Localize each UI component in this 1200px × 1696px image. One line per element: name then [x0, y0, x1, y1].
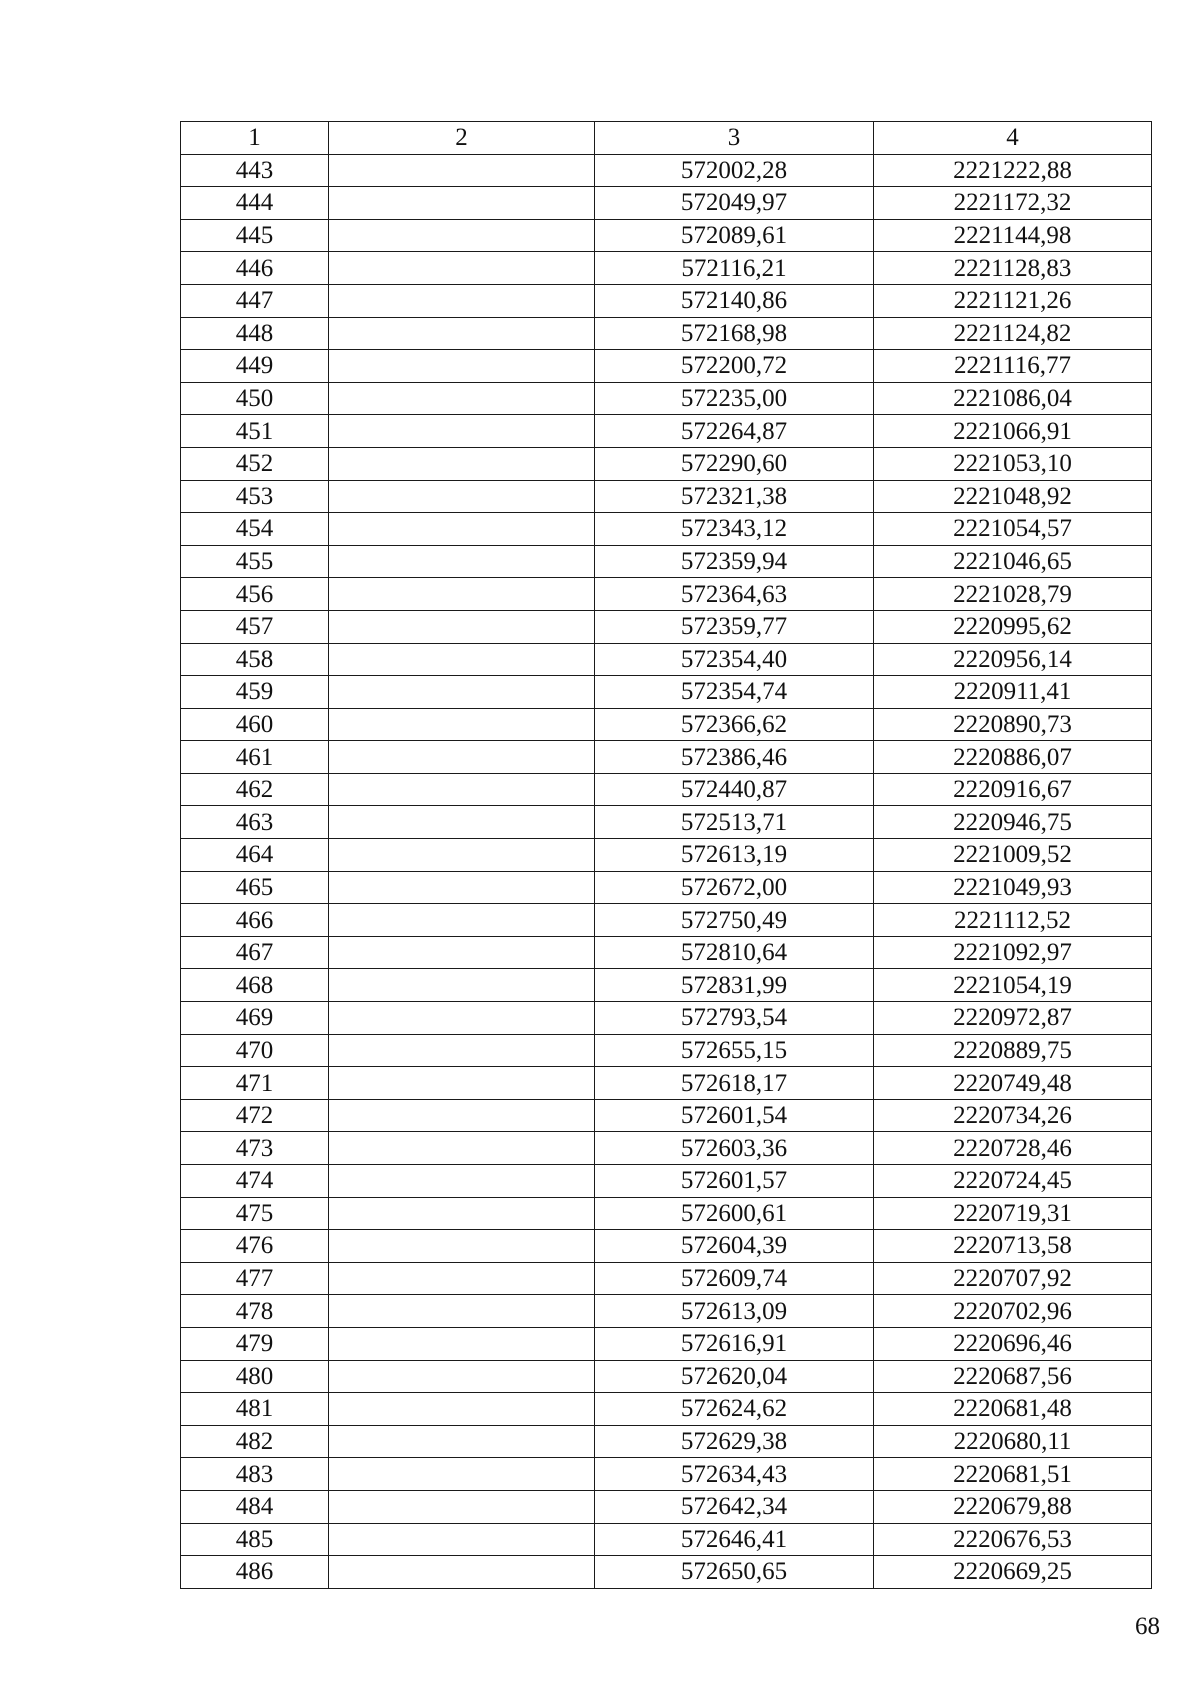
blank-cell: [329, 187, 595, 220]
y-coordinate-cell: 2220669,25: [874, 1556, 1152, 1589]
y-coordinate-cell: 2220995,62: [874, 610, 1152, 643]
table-row: [181, 480, 1152, 513]
point-number-cell: 473: [181, 1132, 329, 1165]
point-number-cell: 467: [181, 936, 329, 969]
x-coordinate-cell: 572364,63: [595, 578, 874, 611]
column-header-2: 2: [329, 122, 595, 155]
y-coordinate-cell: 2221172,32: [874, 187, 1152, 220]
point-number-cell: 470: [181, 1034, 329, 1067]
x-coordinate-cell: 572618,17: [595, 1067, 874, 1100]
point-number-cell: 468: [181, 969, 329, 1002]
blank-cell: [329, 741, 595, 774]
y-coordinate-cell: 2220889,75: [874, 1034, 1152, 1067]
x-coordinate-cell: 572613,19: [595, 839, 874, 872]
table-row: [181, 708, 1152, 741]
y-coordinate-cell: 2220676,53: [874, 1523, 1152, 1556]
y-coordinate-cell: 2221053,10: [874, 447, 1152, 480]
x-coordinate-cell: 572613,09: [595, 1295, 874, 1328]
x-coordinate-cell: 572634,43: [595, 1458, 874, 1491]
table-row: [181, 317, 1152, 350]
blank-cell: [329, 382, 595, 415]
y-coordinate-cell: 2220749,48: [874, 1067, 1152, 1100]
point-number-cell: 457: [181, 610, 329, 643]
table-row: [181, 1132, 1152, 1165]
blank-cell: [329, 154, 595, 187]
y-coordinate-cell: 2221121,26: [874, 284, 1152, 317]
point-number-cell: 451: [181, 415, 329, 448]
table-body: [181, 154, 1152, 1588]
point-number-cell: 475: [181, 1197, 329, 1230]
point-number-cell: 483: [181, 1458, 329, 1491]
blank-cell: [329, 1099, 595, 1132]
blank-cell: [329, 839, 595, 872]
point-number-cell: 443: [181, 154, 329, 187]
blank-cell: [329, 1197, 595, 1230]
table-row: [181, 741, 1152, 774]
y-coordinate-cell: 2221048,92: [874, 480, 1152, 513]
point-number-cell: 462: [181, 773, 329, 806]
point-number-cell: 449: [181, 350, 329, 383]
blank-cell: [329, 1230, 595, 1263]
blank-cell: [329, 806, 595, 839]
x-coordinate-cell: 572002,28: [595, 154, 874, 187]
table-row: [181, 1490, 1152, 1523]
y-coordinate-cell: 2220681,48: [874, 1393, 1152, 1426]
x-coordinate-cell: 572624,62: [595, 1393, 874, 1426]
x-coordinate-cell: 572616,91: [595, 1327, 874, 1360]
x-coordinate-cell: 572049,97: [595, 187, 874, 220]
y-coordinate-cell: 2220734,26: [874, 1099, 1152, 1132]
x-coordinate-cell: 572642,34: [595, 1490, 874, 1523]
point-number-cell: 479: [181, 1327, 329, 1360]
blank-cell: [329, 1034, 595, 1067]
x-coordinate-cell: 572359,77: [595, 610, 874, 643]
point-number-cell: 450: [181, 382, 329, 415]
table-row: [181, 1523, 1152, 1556]
y-coordinate-cell: 2220681,51: [874, 1458, 1152, 1491]
table-row: [181, 773, 1152, 806]
y-coordinate-cell: 2221009,52: [874, 839, 1152, 872]
y-coordinate-cell: 2221092,97: [874, 936, 1152, 969]
blank-cell: [329, 610, 595, 643]
y-coordinate-cell: 2221046,65: [874, 545, 1152, 578]
blank-cell: [329, 969, 595, 1002]
point-number-cell: 456: [181, 578, 329, 611]
point-number-cell: 474: [181, 1165, 329, 1198]
table-row: [181, 1034, 1152, 1067]
point-number-cell: 453: [181, 480, 329, 513]
x-coordinate-cell: 572354,74: [595, 676, 874, 709]
y-coordinate-cell: 2220719,31: [874, 1197, 1152, 1230]
y-coordinate-cell: 2221049,93: [874, 871, 1152, 904]
blank-cell: [329, 1262, 595, 1295]
point-number-cell: 486: [181, 1556, 329, 1589]
blank-cell: [329, 350, 595, 383]
y-coordinate-cell: 2220687,56: [874, 1360, 1152, 1393]
table-row: [181, 936, 1152, 969]
y-coordinate-cell: 2221054,19: [874, 969, 1152, 1002]
x-coordinate-cell: 572359,94: [595, 545, 874, 578]
table-row: [181, 1099, 1152, 1132]
blank-cell: [329, 284, 595, 317]
x-coordinate-cell: 572600,61: [595, 1197, 874, 1230]
blank-cell: [329, 1523, 595, 1556]
table-row: [181, 1067, 1152, 1100]
blank-cell: [329, 708, 595, 741]
blank-cell: [329, 219, 595, 252]
blank-cell: [329, 773, 595, 806]
coordinates-table: [180, 121, 1152, 1589]
y-coordinate-cell: 2220680,11: [874, 1425, 1152, 1458]
table-row: [181, 219, 1152, 252]
y-coordinate-cell: 2220728,46: [874, 1132, 1152, 1165]
y-coordinate-cell: 2220702,96: [874, 1295, 1152, 1328]
point-number-cell: 463: [181, 806, 329, 839]
y-coordinate-cell: 2221066,91: [874, 415, 1152, 448]
blank-cell: [329, 1490, 595, 1523]
blank-cell: [329, 1132, 595, 1165]
table-row: [181, 513, 1152, 546]
x-coordinate-cell: 572650,65: [595, 1556, 874, 1589]
y-coordinate-cell: 2221144,98: [874, 219, 1152, 252]
x-coordinate-cell: 572672,00: [595, 871, 874, 904]
table-header-row: [181, 122, 1152, 155]
y-coordinate-cell: 2220679,88: [874, 1490, 1152, 1523]
y-coordinate-cell: 2221086,04: [874, 382, 1152, 415]
y-coordinate-cell: 2221116,77: [874, 350, 1152, 383]
point-number-cell: 472: [181, 1099, 329, 1132]
table-row: [181, 415, 1152, 448]
y-coordinate-cell: 2221124,82: [874, 317, 1152, 350]
blank-cell: [329, 513, 595, 546]
blank-cell: [329, 1458, 595, 1491]
table-row: [181, 447, 1152, 480]
table-row: [181, 578, 1152, 611]
x-coordinate-cell: 572513,71: [595, 806, 874, 839]
y-coordinate-cell: 2221028,79: [874, 578, 1152, 611]
y-coordinate-cell: 2220916,67: [874, 773, 1152, 806]
x-coordinate-cell: 572793,54: [595, 1002, 874, 1035]
point-number-cell: 465: [181, 871, 329, 904]
x-coordinate-cell: 572089,61: [595, 219, 874, 252]
table-row: [181, 1393, 1152, 1426]
x-coordinate-cell: 572200,72: [595, 350, 874, 383]
blank-cell: [329, 1002, 595, 1035]
point-number-cell: 445: [181, 219, 329, 252]
x-coordinate-cell: 572321,38: [595, 480, 874, 513]
x-coordinate-cell: 572116,21: [595, 252, 874, 285]
y-coordinate-cell: 2221112,52: [874, 904, 1152, 937]
column-header-1: 1: [181, 122, 329, 155]
point-number-cell: 478: [181, 1295, 329, 1328]
blank-cell: [329, 643, 595, 676]
blank-cell: [329, 1165, 595, 1198]
table-row: [181, 1230, 1152, 1263]
column-header-4: 4: [874, 122, 1152, 155]
table-row: [181, 154, 1152, 187]
point-number-cell: 482: [181, 1425, 329, 1458]
point-number-cell: 480: [181, 1360, 329, 1393]
y-coordinate-cell: 2220911,41: [874, 676, 1152, 709]
x-coordinate-cell: 572343,12: [595, 513, 874, 546]
point-number-cell: 471: [181, 1067, 329, 1100]
table-row: [181, 1458, 1152, 1491]
table-row: [181, 187, 1152, 220]
point-number-cell: 444: [181, 187, 329, 220]
point-number-cell: 461: [181, 741, 329, 774]
x-coordinate-cell: 572750,49: [595, 904, 874, 937]
x-coordinate-cell: 572810,64: [595, 936, 874, 969]
blank-cell: [329, 1556, 595, 1589]
table-row: [181, 871, 1152, 904]
x-coordinate-cell: 572609,74: [595, 1262, 874, 1295]
x-coordinate-cell: 572366,62: [595, 708, 874, 741]
x-coordinate-cell: 572646,41: [595, 1523, 874, 1556]
x-coordinate-cell: 572629,38: [595, 1425, 874, 1458]
y-coordinate-cell: 2220972,87: [874, 1002, 1152, 1035]
y-coordinate-cell: 2220696,46: [874, 1327, 1152, 1360]
blank-cell: [329, 1295, 595, 1328]
x-coordinate-cell: 572290,60: [595, 447, 874, 480]
point-number-cell: 458: [181, 643, 329, 676]
x-coordinate-cell: 572604,39: [595, 1230, 874, 1263]
point-number-cell: 454: [181, 513, 329, 546]
point-number-cell: 459: [181, 676, 329, 709]
table-row: [181, 1425, 1152, 1458]
table-row: [181, 1360, 1152, 1393]
x-coordinate-cell: 572354,40: [595, 643, 874, 676]
table-row: [181, 1556, 1152, 1589]
x-coordinate-cell: 572168,98: [595, 317, 874, 350]
blank-cell: [329, 1393, 595, 1426]
point-number-cell: 477: [181, 1262, 329, 1295]
point-number-cell: 485: [181, 1523, 329, 1556]
point-number-cell: 484: [181, 1490, 329, 1523]
table-row: [181, 1002, 1152, 1035]
blank-cell: [329, 1360, 595, 1393]
blank-cell: [329, 1067, 595, 1100]
x-coordinate-cell: 572601,57: [595, 1165, 874, 1198]
table-row: [181, 1327, 1152, 1360]
x-coordinate-cell: 572264,87: [595, 415, 874, 448]
point-number-cell: 448: [181, 317, 329, 350]
table-row: [181, 1165, 1152, 1198]
y-coordinate-cell: 2220956,14: [874, 643, 1152, 676]
x-coordinate-cell: 572620,04: [595, 1360, 874, 1393]
y-coordinate-cell: 2220890,73: [874, 708, 1152, 741]
y-coordinate-cell: 2220713,58: [874, 1230, 1152, 1263]
x-coordinate-cell: 572386,46: [595, 741, 874, 774]
table-row: [181, 806, 1152, 839]
y-coordinate-cell: 2220886,07: [874, 741, 1152, 774]
point-number-cell: 446: [181, 252, 329, 285]
x-coordinate-cell: 572440,87: [595, 773, 874, 806]
table-row: [181, 1262, 1152, 1295]
y-coordinate-cell: 2220707,92: [874, 1262, 1152, 1295]
column-header-3: 3: [595, 122, 874, 155]
point-number-cell: 452: [181, 447, 329, 480]
y-coordinate-cell: 2220724,45: [874, 1165, 1152, 1198]
blank-cell: [329, 447, 595, 480]
table-row: [181, 350, 1152, 383]
blank-cell: [329, 545, 595, 578]
page-number: 68: [1135, 1613, 1160, 1640]
table-row: [181, 969, 1152, 1002]
table-row: [181, 284, 1152, 317]
table-row: [181, 545, 1152, 578]
blank-cell: [329, 317, 595, 350]
point-number-cell: 481: [181, 1393, 329, 1426]
x-coordinate-cell: 572140,86: [595, 284, 874, 317]
blank-cell: [329, 676, 595, 709]
y-coordinate-cell: 2220946,75: [874, 806, 1152, 839]
table-row: [181, 676, 1152, 709]
blank-cell: [329, 252, 595, 285]
point-number-cell: 469: [181, 1002, 329, 1035]
x-coordinate-cell: 572603,36: [595, 1132, 874, 1165]
point-number-cell: 476: [181, 1230, 329, 1263]
point-number-cell: 464: [181, 839, 329, 872]
table-row: [181, 610, 1152, 643]
y-coordinate-cell: 2221128,83: [874, 252, 1152, 285]
table-row: [181, 1295, 1152, 1328]
y-coordinate-cell: 2221054,57: [874, 513, 1152, 546]
point-number-cell: 447: [181, 284, 329, 317]
table-row: [181, 904, 1152, 937]
blank-cell: [329, 578, 595, 611]
point-number-cell: 460: [181, 708, 329, 741]
table-row: [181, 1197, 1152, 1230]
table-row: [181, 382, 1152, 415]
blank-cell: [329, 415, 595, 448]
table-row: [181, 839, 1152, 872]
x-coordinate-cell: 572235,00: [595, 382, 874, 415]
x-coordinate-cell: 572601,54: [595, 1099, 874, 1132]
blank-cell: [329, 904, 595, 937]
blank-cell: [329, 936, 595, 969]
point-number-cell: 466: [181, 904, 329, 937]
y-coordinate-cell: 2221222,88: [874, 154, 1152, 187]
point-number-cell: 455: [181, 545, 329, 578]
table-row: [181, 252, 1152, 285]
blank-cell: [329, 1425, 595, 1458]
x-coordinate-cell: 572831,99: [595, 969, 874, 1002]
blank-cell: [329, 1327, 595, 1360]
blank-cell: [329, 480, 595, 513]
blank-cell: [329, 871, 595, 904]
x-coordinate-cell: 572655,15: [595, 1034, 874, 1067]
table-row: [181, 643, 1152, 676]
